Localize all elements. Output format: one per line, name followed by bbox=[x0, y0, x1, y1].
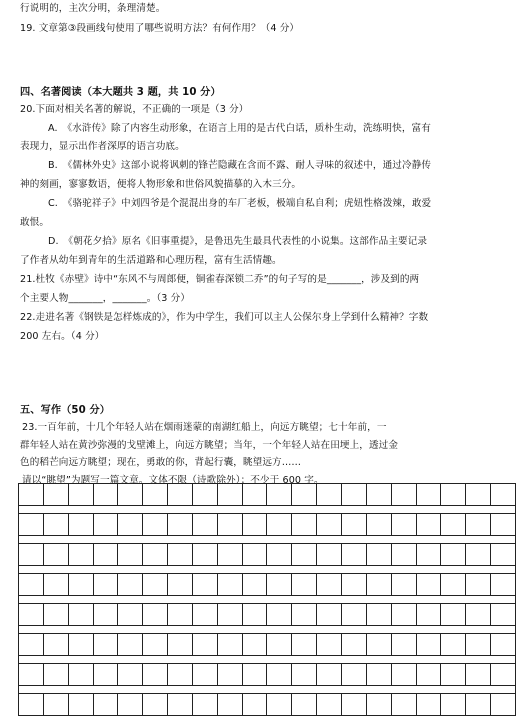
writing-cell[interactable] bbox=[192, 664, 217, 686]
writing-cell[interactable] bbox=[242, 694, 267, 716]
writing-cell[interactable] bbox=[491, 634, 516, 656]
text-line: 神的刻画，寥寥数语，便将人物形象和世俗风貌描摹的入木三分。 bbox=[20, 179, 302, 190]
writing-cell[interactable] bbox=[192, 484, 217, 506]
writing-cell[interactable] bbox=[43, 484, 68, 506]
writing-cell[interactable] bbox=[242, 514, 267, 536]
text-line: 19. 文章第③段画线句使用了哪些说明方法？有何作用？（4 分） bbox=[20, 23, 300, 34]
writing-cell[interactable] bbox=[19, 484, 44, 506]
writing-cell[interactable] bbox=[242, 484, 267, 506]
writing-cell[interactable] bbox=[366, 484, 391, 506]
text-line: 敢恨。 bbox=[20, 217, 50, 228]
writing-cell[interactable] bbox=[118, 634, 143, 656]
text-line: 请以“眺望”为题写一篇文章。文体不限（诗歌除外）；不少于 600 字。 bbox=[22, 475, 324, 486]
spacer-cell bbox=[19, 686, 516, 694]
grid-row bbox=[19, 664, 516, 686]
writing-cell[interactable] bbox=[441, 514, 466, 536]
writing-cell[interactable] bbox=[317, 604, 342, 626]
writing-cell[interactable] bbox=[43, 544, 68, 566]
spacer-cell bbox=[19, 596, 516, 604]
writing-cell[interactable] bbox=[93, 664, 118, 686]
writing-cell[interactable] bbox=[192, 694, 217, 716]
writing-cell[interactable] bbox=[391, 694, 416, 716]
text-line: 20.下面对相关名著的解说，不正确的一项是（3 分） bbox=[20, 104, 249, 115]
writing-cell[interactable] bbox=[43, 694, 68, 716]
text-line: 200 左右。（4 分） bbox=[20, 331, 105, 342]
writing-cell[interactable] bbox=[267, 604, 292, 626]
writing-cell[interactable] bbox=[118, 604, 143, 626]
writing-cell[interactable] bbox=[267, 634, 292, 656]
writing-cell[interactable] bbox=[68, 544, 93, 566]
writing-cell[interactable] bbox=[93, 514, 118, 536]
writing-cell[interactable] bbox=[267, 694, 292, 716]
writing-cell[interactable] bbox=[93, 544, 118, 566]
writing-cell[interactable] bbox=[217, 604, 242, 626]
writing-cell[interactable] bbox=[441, 664, 466, 686]
writing-cell[interactable] bbox=[466, 514, 491, 536]
writing-cell[interactable] bbox=[466, 634, 491, 656]
writing-cell[interactable] bbox=[68, 604, 93, 626]
text-line: 四、名著阅读（本大题共 3 题，共 10 分） bbox=[20, 87, 221, 98]
writing-cell[interactable] bbox=[341, 634, 366, 656]
writing-cell[interactable] bbox=[19, 604, 44, 626]
writing-cell[interactable] bbox=[466, 574, 491, 596]
writing-cell[interactable] bbox=[416, 664, 441, 686]
writing-cell[interactable] bbox=[118, 484, 143, 506]
grid-spacer-row bbox=[19, 566, 516, 574]
writing-cell[interactable] bbox=[317, 514, 342, 536]
writing-cell[interactable] bbox=[466, 484, 491, 506]
text-line: 五、写作（50 分） bbox=[20, 405, 111, 416]
writing-cell[interactable] bbox=[143, 694, 168, 716]
writing-cell[interactable] bbox=[19, 544, 44, 566]
writing-cell[interactable] bbox=[68, 484, 93, 506]
writing-cell[interactable] bbox=[317, 484, 342, 506]
text-line: 表现力，显示出作者深厚的语言功底。 bbox=[20, 141, 185, 152]
writing-cell[interactable] bbox=[441, 694, 466, 716]
writing-cell[interactable] bbox=[68, 694, 93, 716]
text-line: 个主要人物_______，_______。（3 分） bbox=[20, 293, 191, 304]
writing-cell[interactable] bbox=[341, 694, 366, 716]
writing-cell[interactable] bbox=[118, 574, 143, 596]
writing-cell[interactable] bbox=[19, 574, 44, 596]
text-line: C. 《骆驼祥子》中刘四爷是个混混出身的车厂老板，极端自私自利；虎妞性格泼辣，敢爱 bbox=[48, 198, 432, 209]
writing-cell[interactable] bbox=[68, 664, 93, 686]
writing-cell[interactable] bbox=[292, 544, 317, 566]
writing-cell[interactable] bbox=[292, 574, 317, 596]
writing-cell[interactable] bbox=[242, 634, 267, 656]
spacer-cell bbox=[19, 566, 516, 574]
writing-cell[interactable] bbox=[391, 604, 416, 626]
writing-cell[interactable] bbox=[217, 694, 242, 716]
writing-cell[interactable] bbox=[416, 544, 441, 566]
writing-cell[interactable] bbox=[93, 694, 118, 716]
writing-cell[interactable] bbox=[441, 574, 466, 596]
writing-cell[interactable] bbox=[143, 514, 168, 536]
writing-cell[interactable] bbox=[292, 604, 317, 626]
writing-cell[interactable] bbox=[118, 514, 143, 536]
spacer-cell bbox=[19, 626, 516, 634]
writing-cell[interactable] bbox=[267, 484, 292, 506]
writing-cell[interactable] bbox=[466, 604, 491, 626]
writing-cell[interactable] bbox=[19, 634, 44, 656]
writing-cell[interactable] bbox=[292, 484, 317, 506]
writing-cell[interactable] bbox=[366, 574, 391, 596]
writing-cell[interactable] bbox=[217, 484, 242, 506]
writing-cell[interactable] bbox=[366, 664, 391, 686]
spacer-cell bbox=[19, 506, 516, 514]
writing-cell[interactable] bbox=[217, 514, 242, 536]
writing-cell[interactable] bbox=[366, 514, 391, 536]
writing-cell[interactable] bbox=[168, 604, 193, 626]
writing-cell[interactable] bbox=[168, 664, 193, 686]
writing-cell[interactable] bbox=[416, 634, 441, 656]
text-line: 了作者从幼年到青年的生活道路和心理历程，富有生活情趣。 bbox=[20, 255, 282, 266]
grid-spacer-row bbox=[19, 686, 516, 694]
writing-cell[interactable] bbox=[143, 664, 168, 686]
writing-cell[interactable] bbox=[317, 694, 342, 716]
spacer-cell bbox=[19, 656, 516, 664]
writing-cell[interactable] bbox=[93, 634, 118, 656]
grid-spacer-row bbox=[19, 596, 516, 604]
writing-cell[interactable] bbox=[43, 664, 68, 686]
writing-cell[interactable] bbox=[143, 574, 168, 596]
writing-cell[interactable] bbox=[491, 574, 516, 596]
grid-spacer-row bbox=[19, 506, 516, 514]
writing-cell[interactable] bbox=[491, 694, 516, 716]
writing-cell[interactable] bbox=[168, 634, 193, 656]
writing-cell[interactable] bbox=[143, 634, 168, 656]
writing-cell[interactable] bbox=[192, 574, 217, 596]
grid-row bbox=[19, 484, 516, 506]
writing-cell[interactable] bbox=[441, 544, 466, 566]
writing-cell[interactable] bbox=[317, 634, 342, 656]
grid-spacer-row bbox=[19, 536, 516, 544]
writing-cell[interactable] bbox=[43, 514, 68, 536]
writing-cell[interactable] bbox=[217, 574, 242, 596]
writing-cell[interactable] bbox=[93, 484, 118, 506]
writing-cell[interactable] bbox=[118, 664, 143, 686]
writing-cell[interactable] bbox=[416, 574, 441, 596]
essay-writing-grid bbox=[18, 483, 516, 716]
writing-cell[interactable] bbox=[391, 574, 416, 596]
writing-cell[interactable] bbox=[93, 574, 118, 596]
writing-cell[interactable] bbox=[118, 694, 143, 716]
writing-cell[interactable] bbox=[391, 514, 416, 536]
writing-cell[interactable] bbox=[466, 664, 491, 686]
writing-cell[interactable] bbox=[242, 604, 267, 626]
text-line: 行说明的，主次分明，条理清楚。 bbox=[20, 3, 166, 14]
writing-cell[interactable] bbox=[391, 484, 416, 506]
writing-cell[interactable] bbox=[267, 574, 292, 596]
writing-cell[interactable] bbox=[143, 604, 168, 626]
writing-cell[interactable] bbox=[416, 694, 441, 716]
writing-cell[interactable] bbox=[43, 634, 68, 656]
grid-spacer-row bbox=[19, 626, 516, 634]
writing-cell[interactable] bbox=[118, 544, 143, 566]
writing-cell[interactable] bbox=[366, 604, 391, 626]
writing-cell[interactable] bbox=[192, 604, 217, 626]
writing-cell[interactable] bbox=[491, 514, 516, 536]
writing-cell[interactable] bbox=[168, 694, 193, 716]
writing-cell[interactable] bbox=[491, 664, 516, 686]
text-line: 群年轻人站在黄沙弥漫的戈壁滩上，向远方眺望；当年，一个年轻人站在田埂上，透过金 bbox=[20, 440, 399, 451]
writing-cell[interactable] bbox=[491, 604, 516, 626]
writing-cell[interactable] bbox=[143, 544, 168, 566]
writing-cell[interactable] bbox=[341, 574, 366, 596]
writing-cell[interactable] bbox=[43, 574, 68, 596]
writing-cell[interactable] bbox=[317, 574, 342, 596]
writing-cell[interactable] bbox=[466, 544, 491, 566]
writing-cell[interactable] bbox=[19, 664, 44, 686]
grid-row bbox=[19, 544, 516, 566]
writing-cell[interactable] bbox=[168, 544, 193, 566]
writing-cell[interactable] bbox=[466, 694, 491, 716]
writing-cell[interactable] bbox=[366, 694, 391, 716]
text-line: D. 《朝花夕拾》原名《旧事重提》，是鲁迅先生最具代表性的小说集。这部作品主要记录 bbox=[48, 236, 428, 247]
writing-cell[interactable] bbox=[19, 514, 44, 536]
writing-cell[interactable] bbox=[341, 604, 366, 626]
writing-cell[interactable] bbox=[416, 484, 441, 506]
grid-row bbox=[19, 514, 516, 536]
writing-cell[interactable] bbox=[19, 694, 44, 716]
grid-row bbox=[19, 574, 516, 596]
writing-cell[interactable] bbox=[491, 484, 516, 506]
writing-cell[interactable] bbox=[491, 544, 516, 566]
writing-cell[interactable] bbox=[192, 514, 217, 536]
writing-cell[interactable] bbox=[217, 664, 242, 686]
writing-cell[interactable] bbox=[168, 484, 193, 506]
writing-cell[interactable] bbox=[366, 544, 391, 566]
writing-cell[interactable] bbox=[267, 514, 292, 536]
writing-cell[interactable] bbox=[391, 544, 416, 566]
writing-cell[interactable] bbox=[416, 604, 441, 626]
writing-cell[interactable] bbox=[242, 574, 267, 596]
grid-row bbox=[19, 604, 516, 626]
writing-cell[interactable] bbox=[391, 664, 416, 686]
writing-cell[interactable] bbox=[217, 544, 242, 566]
text-line: 22.走进名著《钢铁是怎样炼成的》，作为中学生，我们可以主人公保尔身上学到什么精神？字数 bbox=[20, 312, 429, 323]
writing-cell[interactable] bbox=[68, 514, 93, 536]
writing-cell[interactable] bbox=[317, 664, 342, 686]
writing-cell[interactable] bbox=[292, 514, 317, 536]
writing-cell[interactable] bbox=[68, 634, 93, 656]
writing-cell[interactable] bbox=[341, 484, 366, 506]
writing-cell[interactable] bbox=[341, 544, 366, 566]
writing-cell[interactable] bbox=[192, 544, 217, 566]
grid-row bbox=[19, 634, 516, 656]
grid-spacer-row bbox=[19, 656, 516, 664]
writing-cell[interactable] bbox=[416, 514, 441, 536]
writing-cell[interactable] bbox=[267, 664, 292, 686]
writing-cell[interactable] bbox=[143, 484, 168, 506]
writing-cell[interactable] bbox=[292, 634, 317, 656]
spacer-cell bbox=[19, 536, 516, 544]
writing-cell[interactable] bbox=[292, 694, 317, 716]
text-line: 21.杜牧《赤壁》诗中“东风不与周郎便，铜雀春深锁二乔”的句子写的是_______，涉及到的两 bbox=[20, 274, 420, 285]
writing-cell[interactable] bbox=[267, 544, 292, 566]
writing-cell[interactable] bbox=[341, 664, 366, 686]
writing-cell[interactable] bbox=[242, 664, 267, 686]
writing-cell[interactable] bbox=[43, 604, 68, 626]
writing-cell[interactable] bbox=[441, 604, 466, 626]
writing-cell[interactable] bbox=[391, 634, 416, 656]
writing-cell[interactable] bbox=[168, 574, 193, 596]
writing-cell[interactable] bbox=[168, 514, 193, 536]
text-line: A. 《水浒传》除了内容生动形象，在语言上用的是古代白话，质朴生动，洗练明快，富有 bbox=[48, 123, 431, 134]
writing-cell[interactable] bbox=[317, 544, 342, 566]
writing-cell[interactable] bbox=[341, 514, 366, 536]
writing-cell[interactable] bbox=[68, 574, 93, 596]
writing-cell[interactable] bbox=[292, 664, 317, 686]
writing-cell[interactable] bbox=[217, 634, 242, 656]
writing-cell[interactable] bbox=[93, 604, 118, 626]
text-line: 23.一百年前，十几个年轻人站在烟雨迷蒙的南湖红船上，向远方眺望；七十年前，一 bbox=[22, 422, 387, 433]
writing-cell[interactable] bbox=[192, 634, 217, 656]
text-line: B. 《儒林外史》这部小说将讽刺的锋芒隐藏在含而不露、耐人寻味的叙述中，通过冷静传 bbox=[48, 160, 432, 171]
grid-row bbox=[19, 694, 516, 716]
writing-cell[interactable] bbox=[441, 484, 466, 506]
writing-cell[interactable] bbox=[441, 634, 466, 656]
writing-cell[interactable] bbox=[242, 544, 267, 566]
writing-cell[interactable] bbox=[366, 634, 391, 656]
text-line: 色的稻芒向远方眺望；现在，勇敢的你，背起行囊，眺望远方…… bbox=[20, 457, 302, 468]
